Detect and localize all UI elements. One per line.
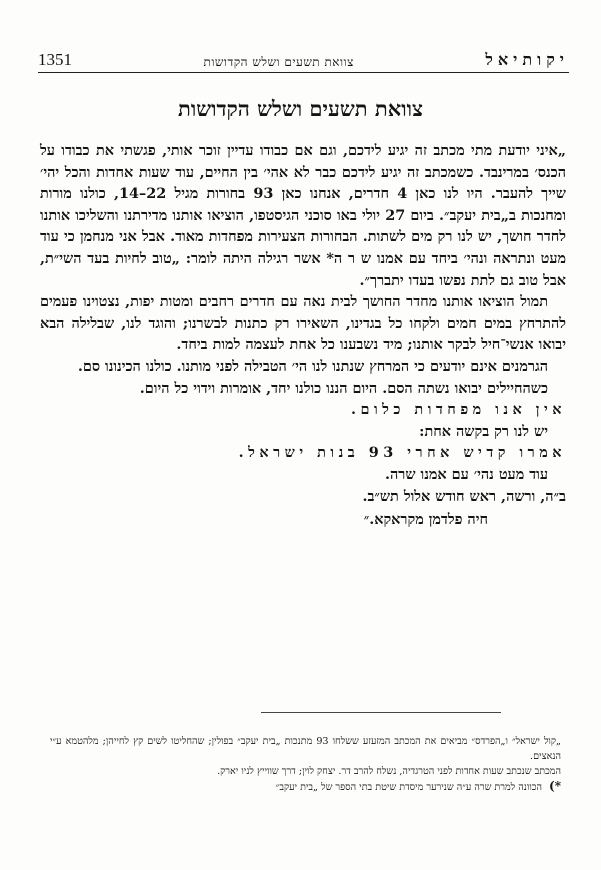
- letter-paragraph-1: „איני יודעת מתי מכתב זה יגיע לידכם, וגם אם כבודו עדיין זוכר אותי, פגשתי את כבודו על הכנס׳ במרינבד. כשמכתב זה יגיע לידכם כבר לא אהי׳ בין החיים, עוד שעות אחדות והכל יהי׳ שייך להעבר. היו לנו כאן 4 חדרים, אנחנו כאן 93 בחורות מגיל 22–14, כולנו מורות ומחנכות ב„בית יעקב״. ביום 27 יולי באו סוכני הגיסטפו, הוציאו אותנו מדירתנו והשליכו אותנו לחדר חושך, יש לנו רק מים לשתות. הבחורות הצעירות מפחדות מאוד. אבל אני מנחמן כי עוד מעט ונתראה ונהי׳ ביחד עם אמנו ש ר ה* אשר רגילה היתה לומר: „טוב לחיות בעד השי״ת, אבל טוב גם לתת נפשו בעדו יתברך״.: [40, 142, 566, 289]
- journal-title: יקותיאל: [485, 50, 569, 69]
- no-fear-line: אין אנו מפחדות כלום.: [350, 401, 566, 419]
- article-body: [40, 140, 566, 531]
- footnote-2: [50, 779, 561, 795]
- letter-paragraph-4: כשהחיילים יבואו נשתה הסם. היום הננו כולנו יחד, אומרות וידוי כל היום.: [139, 379, 548, 397]
- running-section-title: צוואת תשעים ושלש הקדושות: [203, 55, 354, 69]
- footnote-rule: [261, 712, 501, 713]
- letter-paragraph-2: תמול הוציאו אותנו מחדר החושך לבית נאה עם חדרים רחבים ומטות יפות, נצטוינו פעמים להתרחץ במים חמים ולקחו כל בגדינו, השאירו רק כתנות לבשרנו; והוגד לנו, שבלילה הבא יבואו אנשי־חיל לבקר אותנו; מיד נשבענו כל אחת לעצמה למות ביחד.: [40, 293, 566, 354]
- page-number: 1351: [38, 50, 72, 69]
- date-line: ב״ה, ורשה, ראש חודש אלול תש״ב.: [362, 487, 566, 505]
- footnote-1-line-2: המכתב שנכתב שעות אחדות לפני הטרגדיה, נשלח להרב דר. יצחק לוין; דרך שווייץ לניו יארק.: [217, 766, 561, 777]
- running-header: [38, 48, 569, 73]
- letter-paragraph-3: הגרמנים אינם יודעים כי המרחץ שנתנו לנו הי׳ הטבילה לפני מותנו. כולנו הכינונו סם.: [77, 357, 548, 375]
- signature: חיה פלדמן מקראקא.״: [363, 511, 488, 529]
- footnote-2-mark: *): [549, 779, 561, 793]
- footnotes: [50, 734, 561, 795]
- article-title: צוואת תשעים ושלש הקדושות: [178, 96, 423, 121]
- soon-line: עוד מעט נהי׳ עם אמנו שרה.: [384, 465, 548, 483]
- footnote-2-text: הכוונה למרת שרה ע״ה שנירער מיסדת שיטת בתי הספר של „בית יעקב״: [275, 782, 542, 793]
- kaddish-line: אמרו קדיש אחרי 93 בנות ישראל.: [238, 444, 566, 462]
- request-line: יש לנו רק בקשה אחת:: [419, 422, 548, 440]
- footnote-1-line-1: „קול ישראל״ ו„הפרדס״ מביאים את המכתב המזעזע ששלחו 93 מתנכות „בית יעקב״ בפולין; שהחליטו לשים קץ לחייהן; מלהטמא ע״י הנאצים.: [50, 736, 561, 762]
